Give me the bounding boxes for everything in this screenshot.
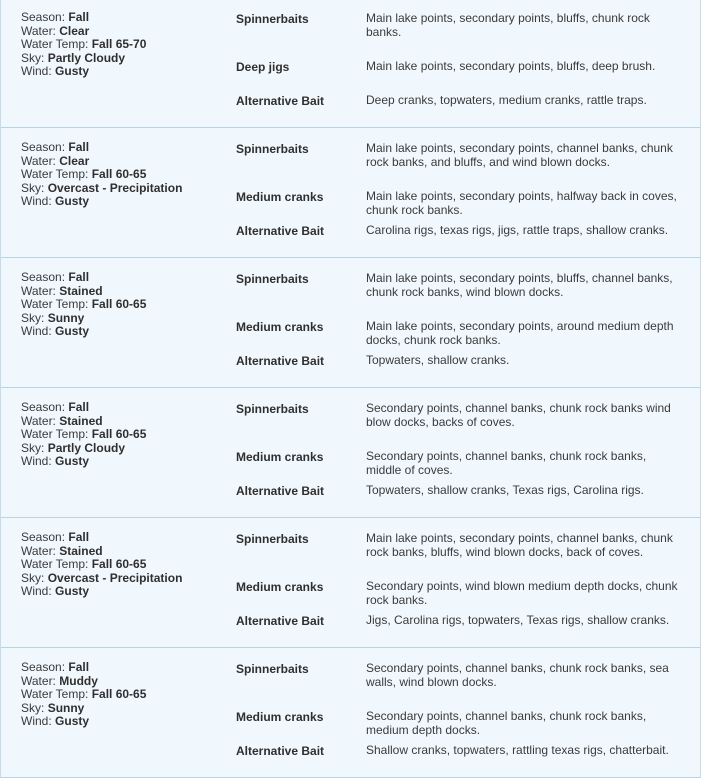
conditions-block [21, 531, 182, 599]
bait-locations: Main lake points, secondary points, bluffs, channel banks, chunk rock banks, wind blown docks. [366, 271, 673, 299]
condition-value: Fall 60-65 [91, 557, 147, 572]
bait-locations: Topwaters, shallow cranks. [366, 353, 510, 367]
condition-label: Sky: [21, 440, 45, 455]
condition-label: Sky: [21, 700, 45, 715]
bait-name: Medium cranks [236, 710, 324, 724]
condition-label: Water Temp: [21, 297, 89, 312]
condition-water [21, 25, 146, 39]
bait-locations: Secondary points, wind blown medium depth docks, chunk rock banks. [366, 579, 678, 607]
bait-name: Medium cranks [236, 190, 324, 204]
bait-locations: Secondary points, channel banks, chunk rock banks, medium depth docks. [366, 709, 647, 737]
condition-group [1, 128, 700, 258]
condition-water-temp [21, 298, 146, 312]
condition-sky [21, 312, 146, 326]
condition-label: Water: [21, 673, 56, 688]
condition-season [21, 141, 182, 155]
condition-season [21, 531, 182, 545]
bait-name: Spinnerbaits [236, 272, 309, 286]
condition-label: Water Temp: [21, 557, 89, 572]
condition-value: Fall [68, 400, 90, 414]
condition-label: Season: [21, 400, 66, 414]
condition-value: Gusty [55, 64, 90, 79]
condition-label: Water Temp: [21, 37, 89, 52]
condition-wind [21, 195, 182, 209]
conditions-block [21, 271, 146, 339]
condition-water [21, 675, 146, 689]
condition-value: Partly Cloudy [47, 440, 126, 455]
condition-label: Sky: [21, 180, 45, 195]
condition-group [1, 0, 700, 128]
condition-label: Wind: [21, 714, 52, 729]
condition-value: Fall [68, 270, 90, 284]
bait-name: Alternative Bait [236, 744, 325, 758]
condition-value: Gusty [55, 194, 90, 209]
condition-water-temp [21, 428, 146, 442]
condition-sky [21, 572, 182, 586]
conditions-block [21, 141, 182, 209]
condition-label: Water: [21, 23, 56, 38]
condition-label: Season: [21, 140, 66, 154]
bait-name: Spinnerbaits [236, 142, 309, 156]
condition-sky [21, 52, 146, 66]
condition-wind [21, 65, 146, 79]
condition-value: Fall [68, 530, 90, 544]
condition-label: Water Temp: [21, 687, 89, 702]
conditions-block [21, 661, 146, 729]
condition-water-temp [21, 168, 182, 182]
condition-sky [21, 702, 146, 716]
condition-value: Fall [68, 10, 90, 24]
condition-label: Wind: [21, 64, 52, 79]
condition-value: Gusty [55, 454, 90, 469]
conditions-block [21, 11, 146, 79]
bait-locations: Main lake points, secondary points, halfway back in coves, chunk rock banks. [366, 189, 677, 217]
condition-group [1, 388, 700, 518]
bait-name: Alternative Bait [236, 224, 325, 238]
bait-locations: Main lake points, secondary points, channel banks, chunk rock banks, bluffs, wind blown docks, back of coves. [366, 531, 673, 559]
bait-locations: Main lake points, secondary points, bluffs, deep brush. [366, 59, 656, 73]
bait-name: Medium cranks [236, 450, 324, 464]
condition-value: Sunny [47, 700, 85, 715]
condition-value: Overcast - Precipitation [47, 180, 183, 195]
condition-label: Wind: [21, 584, 52, 599]
bait-locations: Main lake points, secondary points, around medium depth docks, chunk rock banks. [366, 319, 674, 347]
condition-value: Fall 60-65 [91, 687, 147, 702]
condition-label: Season: [21, 270, 66, 284]
bait-locations: Jigs, Carolina rigs, topwaters, Texas rigs, shallow cranks. [366, 613, 670, 627]
condition-value: Partly Cloudy [47, 50, 126, 65]
bait-locations: Deep cranks, topwaters, medium cranks, rattle traps. [366, 93, 647, 107]
bait-name: Spinnerbaits [236, 12, 309, 26]
condition-group [1, 518, 700, 648]
bait-name: Spinnerbaits [236, 402, 309, 416]
condition-value: Overcast - Precipitation [47, 570, 183, 585]
bait-locations: Shallow cranks, topwaters, rattling texas rigs, chatterbait. [366, 743, 669, 757]
condition-label: Water: [21, 413, 56, 428]
bait-locations: Main lake points, secondary points, channel banks, chunk rock banks, and bluffs, and wind blown docks. [366, 141, 673, 169]
condition-season [21, 11, 146, 25]
bait-locations: Secondary points, channel banks, chunk rock banks, sea walls, wind blown docks. [366, 661, 669, 689]
bait-name: Alternative Bait [236, 94, 325, 108]
condition-value: Fall [68, 140, 90, 154]
condition-label: Wind: [21, 194, 52, 209]
condition-value: Muddy [59, 673, 98, 688]
condition-season [21, 271, 146, 285]
condition-wind [21, 585, 182, 599]
bait-name: Alternative Bait [236, 484, 325, 498]
condition-water-temp [21, 558, 182, 572]
bait-name: Medium cranks [236, 320, 324, 334]
condition-sky [21, 182, 182, 196]
bait-locations: Carolina rigs, texas rigs, jigs, rattle traps, shallow cranks. [366, 223, 669, 237]
bait-locations: Secondary points, channel banks, chunk rock banks, middle of coves. [366, 449, 647, 477]
condition-value: Stained [59, 413, 103, 428]
condition-label: Water: [21, 153, 56, 168]
condition-value: Fall [68, 660, 90, 674]
condition-water-temp [21, 38, 146, 52]
condition-water [21, 545, 182, 559]
condition-value: Gusty [55, 714, 90, 729]
condition-water [21, 285, 146, 299]
condition-value: Stained [59, 543, 103, 558]
condition-water [21, 155, 182, 169]
condition-label: Season: [21, 10, 66, 24]
bait-name: Medium cranks [236, 580, 324, 594]
conditions-block [21, 401, 146, 469]
condition-water-temp [21, 688, 146, 702]
condition-water [21, 415, 146, 429]
condition-label: Water: [21, 543, 56, 558]
bait-name: Alternative Bait [236, 614, 325, 628]
condition-label: Wind: [21, 324, 52, 339]
condition-value: Gusty [55, 324, 90, 339]
condition-value: Fall 60-65 [91, 427, 147, 442]
condition-wind [21, 455, 146, 469]
bait-locations: Secondary points, channel banks, chunk rock banks wind blow docks, backs of coves. [366, 401, 671, 429]
bait-name: Alternative Bait [236, 354, 325, 368]
condition-label: Water: [21, 283, 56, 298]
condition-label: Sky: [21, 310, 45, 325]
condition-label: Water Temp: [21, 167, 89, 182]
condition-label: Sky: [21, 570, 45, 585]
condition-value: Clear [59, 153, 90, 168]
condition-label: Season: [21, 530, 66, 544]
condition-label: Season: [21, 660, 66, 674]
condition-value: Gusty [55, 584, 90, 599]
bait-name: Spinnerbaits [236, 532, 309, 546]
condition-label: Sky: [21, 50, 45, 65]
condition-wind [21, 715, 146, 729]
bait-name: Deep jigs [236, 60, 290, 74]
condition-sky [21, 442, 146, 456]
bait-name: Spinnerbaits [236, 662, 309, 676]
condition-value: Stained [59, 283, 103, 298]
condition-group [1, 648, 700, 778]
condition-season [21, 661, 146, 675]
condition-value: Fall 60-65 [91, 167, 147, 182]
condition-value: Fall 60-65 [91, 297, 147, 312]
condition-value: Clear [59, 23, 90, 38]
condition-value: Fall 65-70 [91, 37, 147, 52]
condition-wind [21, 325, 146, 339]
condition-value: Sunny [47, 310, 85, 325]
condition-label: Water Temp: [21, 427, 89, 442]
condition-group [1, 258, 700, 388]
bait-locations: Main lake points, secondary points, bluffs, chunk rock banks. [366, 11, 650, 39]
bait-locations: Topwaters, shallow cranks, Texas rigs, Carolina rigs. [366, 483, 644, 497]
condition-season [21, 401, 146, 415]
condition-label: Wind: [21, 454, 52, 469]
